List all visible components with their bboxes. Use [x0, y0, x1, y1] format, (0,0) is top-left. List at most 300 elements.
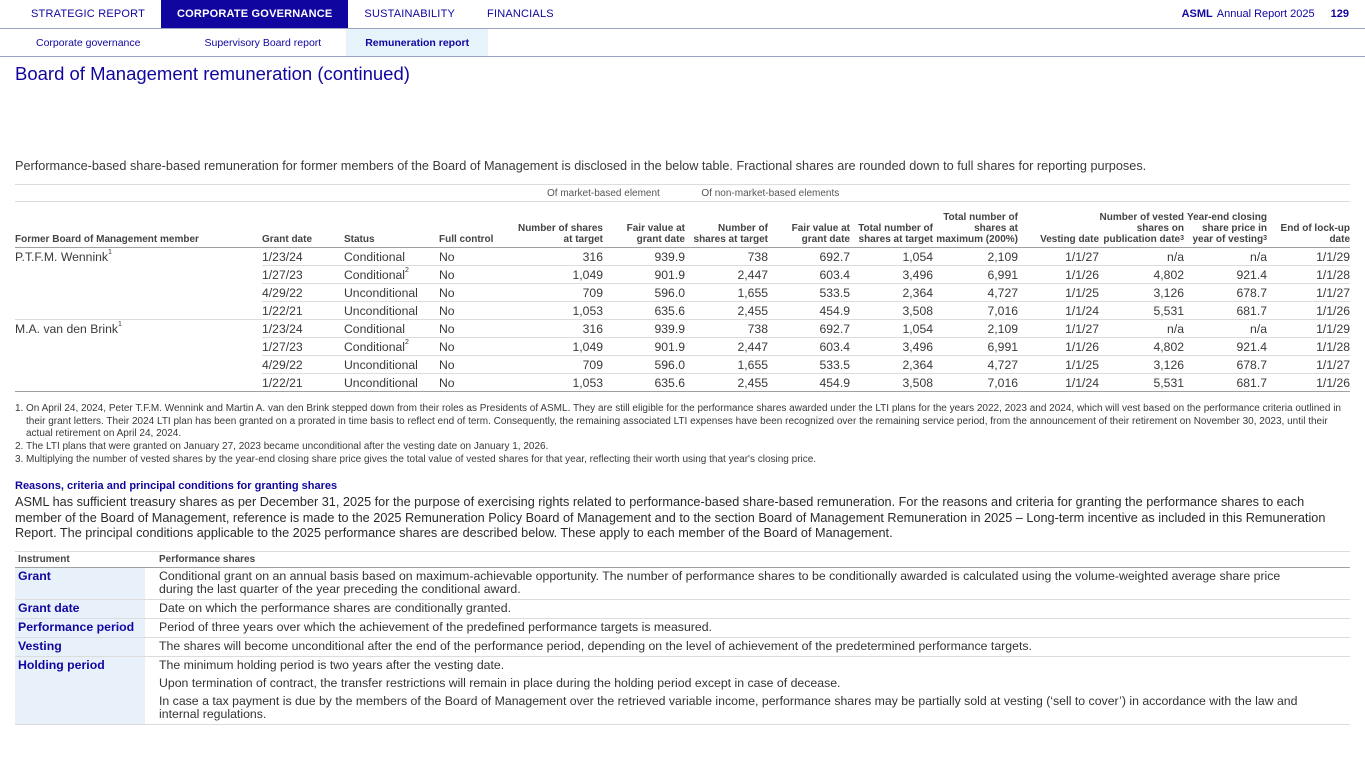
- cell-year-end-price: [1184, 248, 1267, 266]
- condition-row: [15, 638, 1350, 657]
- condition-key: Grant date: [15, 600, 145, 619]
- cell-nmb-fair-value-value: 533.5: [819, 357, 850, 372]
- footnote-ref: 1: [108, 248, 112, 256]
- cell-vesting-date: [1018, 338, 1099, 356]
- cell-member: [15, 338, 262, 356]
- condition-value: The shares will become unconditional after the end of the performance period, depending on the level of achievement of the predetermined performance targets.: [145, 638, 1350, 657]
- cell-total-target-value: 3,496: [902, 267, 933, 282]
- cell-year-end-price-value: 921.4: [1236, 267, 1267, 282]
- cell-lockup-value: 1/1/28: [1316, 267, 1350, 282]
- share-remuneration-table: [15, 184, 1350, 392]
- cell-year-end-price-value: 678.7: [1236, 285, 1267, 300]
- footnote-number: 2.: [15, 441, 24, 452]
- cell-nmb-fair-value-value: 603.4: [819, 339, 850, 354]
- holding-line-1: The minimum holding period is two years after the vesting date.: [159, 658, 505, 672]
- cell-total-target-value: 1,054: [902, 321, 933, 336]
- cell-full-control-value: No: [439, 267, 455, 282]
- cell-member: [15, 266, 262, 284]
- cell-nmb-fair-value-value: 533.5: [819, 285, 850, 300]
- cell-total-max: [933, 356, 1018, 374]
- cell-lockup-value: 1/1/29: [1316, 249, 1350, 264]
- cell-vested-shares-value: 4,802: [1153, 267, 1184, 282]
- cell-member: [15, 356, 262, 374]
- cell-status: [344, 248, 439, 266]
- cell-year-end-price: [1184, 266, 1267, 284]
- cell-nmb-shares-value: 1,655: [737, 285, 768, 300]
- cell-full-control-value: No: [439, 357, 455, 372]
- table-row: [15, 374, 1350, 392]
- conditions-header: [15, 552, 1350, 568]
- cell-total-target: [850, 284, 933, 302]
- footnote-3: [15, 454, 1350, 467]
- cell-mb-shares: [509, 266, 603, 284]
- cell-total-max-value: 2,109: [987, 249, 1018, 264]
- cell-full-control-value: No: [439, 375, 455, 390]
- footnotes: [15, 403, 1350, 467]
- footnote-number: 1.: [15, 403, 24, 414]
- cell-status: [344, 302, 439, 320]
- condition-row: [15, 568, 1350, 600]
- cell-nmb-fair-value: [768, 248, 850, 266]
- cell-vested-shares-value: 5,531: [1153, 303, 1184, 318]
- col-year-end-price-label: Year-end closing share price in year of vesting: [1186, 212, 1267, 245]
- cell-full-control: [439, 374, 509, 392]
- col-mb-fair-value: Fair value at grant date: [603, 202, 685, 248]
- cell-grant-date-value: 1/23/24: [262, 321, 303, 336]
- cell-mb-shares: [509, 248, 603, 266]
- page-title: Board of Management remuneration (continued): [15, 63, 410, 84]
- cell-lockup: [1267, 374, 1350, 392]
- cell-year-end-price: [1184, 284, 1267, 302]
- cell-year-end-price: [1184, 338, 1267, 356]
- cell-status: [344, 284, 439, 302]
- subtab-remuneration-report[interactable]: Remuneration report: [346, 29, 488, 56]
- table-row: [15, 320, 1350, 338]
- cell-grant-date: [262, 302, 344, 320]
- cell-mb-fair-value: [603, 320, 685, 338]
- subtab-supervisory-board-report[interactable]: Supervisory Board report: [204, 36, 322, 49]
- condition-key: Vesting: [15, 638, 145, 657]
- cell-vesting-date: [1018, 284, 1099, 302]
- cell-lockup-value: 1/1/27: [1316, 357, 1350, 372]
- col-instrument: Instrument: [15, 552, 145, 568]
- condition-row-holding: [15, 657, 1350, 725]
- tab-sustainability[interactable]: SUSTAINABILITY: [364, 8, 456, 20]
- cell-mb-shares: [509, 302, 603, 320]
- cell-mb-shares-value: 316: [582, 321, 603, 336]
- cell-total-max-value: 6,991: [987, 339, 1018, 354]
- cell-mb-fair-value-value: 939.9: [654, 321, 685, 336]
- cell-nmb-fair-value-value: 454.9: [819, 303, 850, 318]
- cell-member: [15, 302, 262, 320]
- footnote-ref: 1: [117, 320, 122, 328]
- cell-mb-fair-value-value: 635.6: [654, 375, 685, 390]
- cell-mb-shares-value: 709: [582, 357, 603, 372]
- cell-total-target: [850, 302, 933, 320]
- cell-year-end-price-value: n/a: [1250, 321, 1267, 336]
- group-header-split: [509, 185, 850, 202]
- cell-year-end-price: [1184, 356, 1267, 374]
- cell-lockup: [1267, 302, 1350, 320]
- cell-grant-date: [262, 320, 344, 338]
- tab-strategic-report[interactable]: STRATEGIC REPORT: [31, 8, 146, 20]
- cell-year-end-price: [1184, 320, 1267, 338]
- cell-lockup-value: 1/1/29: [1316, 321, 1350, 336]
- cell-nmb-shares-value: 738: [747, 249, 768, 264]
- cell-mb-fair-value-value: 635.6: [654, 303, 685, 318]
- cell-mb-fair-value: [603, 302, 685, 320]
- cell-nmb-fair-value: [768, 320, 850, 338]
- cell-status: [344, 266, 439, 284]
- cell-year-end-price-value: 681.7: [1236, 303, 1267, 318]
- cell-lockup-value: 1/1/26: [1316, 375, 1350, 390]
- cell-vested-shares-value: n/a: [1167, 249, 1184, 264]
- cell-vested-shares: [1099, 356, 1184, 374]
- member-name: M.A. van den Brink: [15, 321, 118, 336]
- cell-total-max: [933, 302, 1018, 320]
- cell-nmb-fair-value: [768, 266, 850, 284]
- holding-line-2: Upon termination of contract, the transfer restrictions will remain in place during the holding period except in case of decease.: [159, 676, 841, 690]
- report-info: [1182, 0, 1365, 28]
- cell-mb-shares-value: 316: [582, 249, 603, 264]
- cell-year-end-price: [1184, 302, 1267, 320]
- cell-mb-fair-value: [603, 374, 685, 392]
- col-year-end-price: [1184, 202, 1267, 248]
- cell-mb-fair-value: [603, 266, 685, 284]
- cell-nmb-fair-value-value: 454.9: [819, 375, 850, 390]
- cell-vested-shares: [1099, 302, 1184, 320]
- cell-full-control: [439, 356, 509, 374]
- col-performance-shares: Performance shares: [145, 552, 1350, 568]
- cell-mb-shares: [509, 320, 603, 338]
- cell-nmb-fair-value-value: 692.7: [819, 249, 850, 264]
- col-vested-shares: [1099, 202, 1184, 248]
- cell-vested-shares: [1099, 374, 1184, 392]
- cell-vested-shares-value: 3,126: [1153, 357, 1184, 372]
- group-non-market-based: Of non-market-based elements: [701, 187, 840, 199]
- col-full-control: Full control: [439, 202, 509, 248]
- col-nmb-fair-value: Fair value at grant date: [768, 202, 850, 248]
- cell-vested-shares-value: 4,802: [1153, 339, 1184, 354]
- cell-lockup: [1267, 356, 1350, 374]
- cell-year-end-price-value: 681.7: [1236, 375, 1267, 390]
- cell-full-control: [439, 320, 509, 338]
- cell-vesting-date-value: 1/1/24: [1065, 375, 1099, 390]
- col-lockup: End of lock-up date: [1267, 202, 1350, 248]
- condition-value: Date on which the performance shares are conditionally granted.: [145, 600, 1350, 619]
- cell-nmb-shares-value: 2,447: [737, 267, 768, 282]
- cell-mb-fair-value-value: 901.9: [654, 267, 685, 282]
- cell-grant-date: [262, 284, 344, 302]
- col-grant-date: Grant date: [262, 202, 344, 248]
- cell-total-max: [933, 338, 1018, 356]
- reasons-paragraph: ASML has sufficient treasury shares as per December 31, 2025 for the purpose of exercising rights related to performance-based share-based remuneration. For the reasons and criteria for granting the performance shares to each member of the Board of Management, reference is made to the 2025 Remuneration Policy Board of Management and to the section Board of Management Remuneration in 2025 – Long-term incentive as included in this Remuneration Report. The principal conditions applicable to the 2025 performance shares are described below. These apply to each member of the Board of Management.: [15, 495, 1326, 540]
- cell-mb-shares-value: 1,053: [572, 303, 603, 318]
- cell-vesting-date: [1018, 302, 1099, 320]
- page-number: 129: [1330, 8, 1349, 20]
- cell-vested-shares: [1099, 284, 1184, 302]
- cell-mb-shares: [509, 338, 603, 356]
- cell-status-value: Unconditional: [344, 357, 418, 372]
- cell-member: [15, 248, 262, 266]
- cell-total-max-value: 7,016: [987, 375, 1018, 390]
- cell-vesting-date: [1018, 266, 1099, 284]
- cell-total-max: [933, 320, 1018, 338]
- col-vested-shares-label: Number of vested shares on publication date: [1099, 212, 1184, 245]
- cell-total-target-value: 2,364: [902, 357, 933, 372]
- cell-total-target: [850, 320, 933, 338]
- cell-status: [344, 320, 439, 338]
- cell-lockup: [1267, 266, 1350, 284]
- cell-mb-fair-value-value: 901.9: [654, 339, 685, 354]
- cell-vesting-date-value: 1/1/27: [1065, 249, 1099, 264]
- cell-full-control-value: No: [439, 285, 455, 300]
- table-header: [15, 202, 1350, 248]
- cell-grant-date-value: 4/29/22: [262, 285, 303, 300]
- cell-total-max-value: 4,727: [987, 357, 1018, 372]
- cell-lockup: [1267, 284, 1350, 302]
- cell-vesting-date-value: 1/1/25: [1065, 357, 1099, 372]
- cell-vesting-date-value: 1/1/26: [1065, 267, 1099, 282]
- cell-mb-shares-value: 1,049: [572, 267, 603, 282]
- cell-nmb-shares: [685, 284, 768, 302]
- cell-grant-date-value: 1/22/21: [262, 375, 303, 390]
- cell-mb-fair-value-value: 596.0: [654, 285, 685, 300]
- cell-nmb-shares: [685, 356, 768, 374]
- col-status: Status: [344, 202, 439, 248]
- cell-grant-date-value: 1/27/23: [262, 267, 303, 282]
- cell-nmb-fair-value-value: 692.7: [819, 321, 850, 336]
- cell-total-max-value: 4,727: [987, 285, 1018, 300]
- cell-vesting-date: [1018, 320, 1099, 338]
- cell-grant-date: [262, 356, 344, 374]
- cell-mb-fair-value: [603, 248, 685, 266]
- cell-nmb-shares-value: 2,455: [737, 303, 768, 318]
- cell-nmb-shares: [685, 338, 768, 356]
- cell-total-target: [850, 374, 933, 392]
- tab-financials[interactable]: FINANCIALS: [487, 8, 554, 20]
- cell-vesting-date: [1018, 248, 1099, 266]
- footnote-text: The LTI plans that were granted on January 27, 2023 became unconditional after the vesting date on January 1, 2026.: [26, 441, 549, 452]
- cell-total-max: [933, 266, 1018, 284]
- top-navigation: [0, 0, 1365, 29]
- cell-nmb-shares-value: 2,447: [737, 339, 768, 354]
- footnote-1: [15, 403, 1350, 441]
- reasons-heading: Reasons, criteria and principal conditions for granting shares: [15, 480, 338, 492]
- holding-line-3: In case a tax payment is due by the members of the Board of Management over the retrieved variable income, performance shares may be partially sold at vesting (‘sell to cover’) in accordance with the law and internal regulations.: [159, 694, 1298, 721]
- subtab-corporate-governance[interactable]: Corporate governance: [36, 36, 141, 49]
- condition-row: [15, 619, 1350, 638]
- cell-nmb-shares: [685, 248, 768, 266]
- cell-vesting-date-value: 1/1/27: [1065, 321, 1099, 336]
- cell-vested-shares-value: 5,531: [1153, 375, 1184, 390]
- cell-status-value: Conditional: [344, 339, 405, 354]
- cell-vested-shares: [1099, 266, 1184, 284]
- cell-total-target: [850, 356, 933, 374]
- col-mb-shares: Number of shares at target: [509, 202, 603, 248]
- cell-full-control: [439, 248, 509, 266]
- table-row: [15, 266, 1350, 284]
- table-row: [15, 284, 1350, 302]
- intro-paragraph: Performance-based share-based remuneration for former members of the Board of Management is disclosed in the below table. Fractional shares are rounded down to full shares for reporting purposes.: [15, 159, 1147, 173]
- cell-total-target: [850, 266, 933, 284]
- cell-vesting-date: [1018, 356, 1099, 374]
- table-row: [15, 302, 1350, 320]
- cell-lockup: [1267, 320, 1350, 338]
- cell-full-control: [439, 302, 509, 320]
- cell-status-value: Conditional: [344, 321, 405, 336]
- cell-nmb-shares-value: 1,655: [737, 357, 768, 372]
- cell-total-max: [933, 374, 1018, 392]
- cell-grant-date: [262, 266, 344, 284]
- cell-member: [15, 284, 262, 302]
- cell-total-max-value: 7,016: [987, 303, 1018, 318]
- cell-total-target-value: 3,508: [902, 303, 933, 318]
- cell-mb-fair-value: [603, 338, 685, 356]
- condition-value: Period of three years over which the achievement of the predefined performance targets is measured.: [145, 619, 1350, 638]
- footnote-2: [15, 441, 1350, 454]
- cell-full-control-value: No: [439, 303, 455, 318]
- footnote-ref: 3: [1263, 235, 1267, 242]
- cell-full-control-value: No: [439, 249, 455, 264]
- cell-grant-date-value: 1/23/24: [262, 249, 303, 264]
- cell-mb-fair-value-value: 939.9: [654, 249, 685, 264]
- col-member: Former Board of Management member: [15, 202, 262, 248]
- report-name: Annual Report 2025: [1216, 8, 1315, 20]
- condition-value: [145, 657, 1350, 725]
- tab-corporate-governance[interactable]: CORPORATE GOVERNANCE: [161, 0, 348, 28]
- brand-name: ASML: [1181, 8, 1213, 20]
- cell-lockup-value: 1/1/26: [1316, 303, 1350, 318]
- cell-nmb-fair-value: [768, 374, 850, 392]
- cell-nmb-shares: [685, 266, 768, 284]
- cell-total-target: [850, 248, 933, 266]
- footnote-text: Multiplying the number of vested shares by the year-end closing share price gives the total value of vested shares for that year, reflecting their worth using that year's closing price.: [26, 454, 817, 465]
- cell-mb-fair-value: [603, 356, 685, 374]
- footnote-text: On April 24, 2024, Peter T.F.M. Wennink and Martin A. van den Brink stepped down from their roles as Presidents of ASML. They are still eligible for the performance shares awarded under the LTI plans for the years 2022, 2023 and 2024, which will vest based on the performance criteria outlined in their grant letters. Their 2024 LTI plan has been granted on a prorated in time basis to reflect end of term. Consequently, the remaining associated LTI expenses have been recognized over the remaining service period, from the announcement of their retirement on November 30, 2023, until their actual retirement on April 24, 2024.: [26, 403, 1341, 439]
- cell-total-target: [850, 338, 933, 356]
- cell-total-max-value: 2,109: [987, 321, 1018, 336]
- cell-lockup: [1267, 338, 1350, 356]
- cell-nmb-shares: [685, 374, 768, 392]
- cell-status: [344, 356, 439, 374]
- cell-full-control: [439, 284, 509, 302]
- cell-mb-fair-value-value: 596.0: [654, 357, 685, 372]
- cell-mb-shares: [509, 284, 603, 302]
- condition-row: [15, 600, 1350, 619]
- cell-mb-shares: [509, 356, 603, 374]
- col-nmb-shares: Number of shares at target: [685, 202, 768, 248]
- condition-key: Holding period: [15, 657, 145, 725]
- col-vesting-date: Vesting date: [1018, 202, 1099, 248]
- cell-lockup-value: 1/1/27: [1316, 285, 1350, 300]
- cell-mb-shares-value: 709: [582, 285, 603, 300]
- cell-lockup-value: 1/1/28: [1316, 339, 1350, 354]
- sub-navigation: [0, 29, 1365, 57]
- cell-nmb-fair-value: [768, 284, 850, 302]
- condition-key: Grant: [15, 568, 145, 600]
- cell-nmb-fair-value: [768, 338, 850, 356]
- table-row: [15, 338, 1350, 356]
- member-name: P.T.F.M. Wennink: [15, 249, 109, 264]
- footnote-ref: 2: [404, 266, 409, 274]
- cell-grant-date-value: 1/22/21: [262, 303, 303, 318]
- cell-grant-date: [262, 248, 344, 266]
- cell-status-value: Unconditional: [344, 303, 418, 318]
- cell-status-value: Conditional: [344, 249, 405, 264]
- cell-nmb-shares-value: 2,455: [737, 375, 768, 390]
- table-group-header: [15, 185, 1350, 202]
- footnote-ref: 3: [1180, 235, 1184, 242]
- cell-lockup: [1267, 248, 1350, 266]
- cell-status: [344, 338, 439, 356]
- cell-status: [344, 374, 439, 392]
- cell-nmb-fair-value: [768, 302, 850, 320]
- cell-total-target-value: 3,508: [902, 375, 933, 390]
- cell-nmb-fair-value-value: 603.4: [819, 267, 850, 282]
- cell-nmb-shares-value: 738: [747, 321, 768, 336]
- cell-mb-fair-value: [603, 284, 685, 302]
- cell-vesting-date-value: 1/1/26: [1065, 339, 1099, 354]
- cell-grant-date: [262, 374, 344, 392]
- cell-member: [15, 374, 262, 392]
- cell-year-end-price-value: 678.7: [1236, 357, 1267, 372]
- cell-mb-shares-value: 1,049: [572, 339, 603, 354]
- cell-nmb-shares: [685, 320, 768, 338]
- cell-year-end-price-value: 921.4: [1236, 339, 1267, 354]
- cell-full-control-value: No: [439, 339, 455, 354]
- cell-grant-date-value: 1/27/23: [262, 339, 303, 354]
- cell-total-max: [933, 284, 1018, 302]
- cell-vesting-date-value: 1/1/25: [1065, 285, 1099, 300]
- col-total-max: Total number of shares at maximum (200%): [933, 202, 1018, 248]
- cell-mb-shares-value: 1,053: [572, 375, 603, 390]
- cell-nmb-shares: [685, 302, 768, 320]
- cell-vesting-date-value: 1/1/24: [1065, 303, 1099, 318]
- cell-total-max-value: 6,991: [987, 267, 1018, 282]
- group-market-based: Of market-based element: [547, 187, 660, 199]
- col-total-target: Total number of shares at target: [850, 202, 933, 248]
- cell-total-target-value: 2,364: [902, 285, 933, 300]
- cell-full-control: [439, 266, 509, 284]
- cell-year-end-price: [1184, 374, 1267, 392]
- cell-grant-date-value: 4/29/22: [262, 357, 303, 372]
- cell-vesting-date: [1018, 374, 1099, 392]
- cell-vested-shares-value: 3,126: [1153, 285, 1184, 300]
- conditions-table: [15, 551, 1350, 725]
- cell-year-end-price-value: n/a: [1250, 249, 1267, 264]
- cell-total-target-value: 3,496: [902, 339, 933, 354]
- footnote-number: 3.: [15, 454, 24, 465]
- footnote-ref: 2: [404, 338, 409, 346]
- condition-value: Conditional grant on an annual basis based on maximum-achievable opportunity. The number of performance shares to be conditionally awarded is calculated using the volume-weighted average share price during the last quarter of the year preceding the conditional award.: [145, 568, 1350, 600]
- cell-status-value: Conditional: [344, 267, 405, 282]
- cell-total-max: [933, 248, 1018, 266]
- cell-vested-shares: [1099, 248, 1184, 266]
- cell-nmb-fair-value: [768, 356, 850, 374]
- table-row: [15, 356, 1350, 374]
- cell-vested-shares-value: n/a: [1167, 321, 1184, 336]
- cell-grant-date: [262, 338, 344, 356]
- cell-full-control: [439, 338, 509, 356]
- cell-vested-shares: [1099, 338, 1184, 356]
- cell-status-value: Unconditional: [344, 285, 418, 300]
- condition-key: Performance period: [15, 619, 145, 638]
- cell-full-control-value: No: [439, 321, 455, 336]
- table-row: [15, 248, 1350, 266]
- cell-vested-shares: [1099, 320, 1184, 338]
- cell-status-value: Unconditional: [344, 375, 418, 390]
